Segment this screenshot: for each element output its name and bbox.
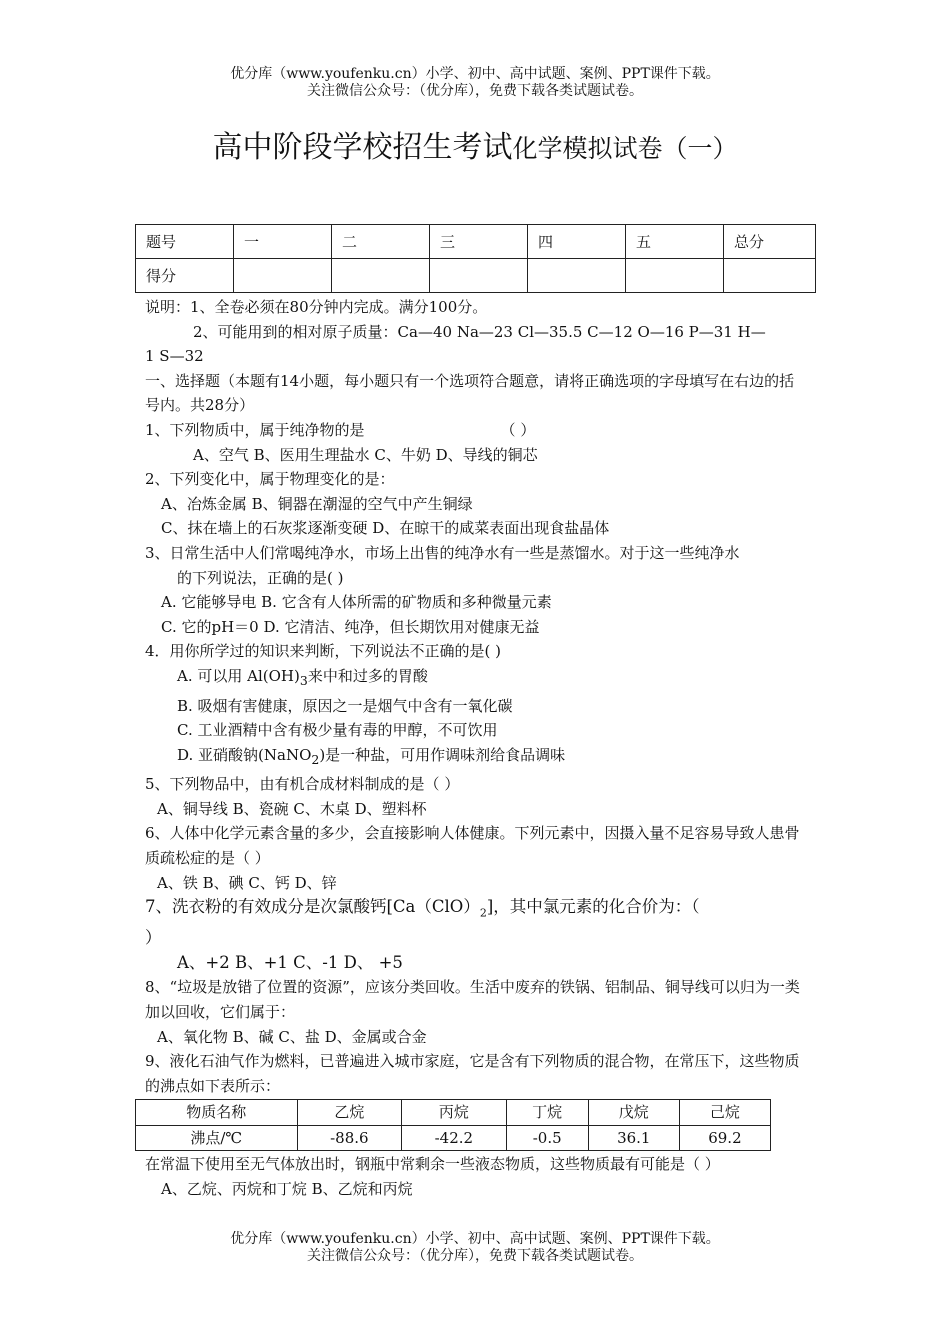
exam-body xyxy=(145,295,807,1202)
bp-cell: -42.2 xyxy=(402,1125,507,1151)
q4-a-text: A. 可以用 Al(OH) xyxy=(177,666,300,685)
score-input-cell[interactable] xyxy=(724,259,816,293)
score-table xyxy=(135,224,816,293)
score-table-header-row xyxy=(136,225,816,259)
question-2-options-cd: C、抹在墙上的石灰浆逐渐变硬 D、在晾干的咸菜表面出现食盐晶体 xyxy=(161,519,610,538)
question-4-option-c: C. 工业酒精中含有极少量有毒的甲醇，不可饮用 xyxy=(177,721,498,740)
answer-paren: （ ） xyxy=(500,420,536,439)
bp-cell: 丁烷 xyxy=(506,1100,588,1126)
question-8-options: A、氧化物 B、碱 C、盐 D、金属或合金 xyxy=(157,1027,427,1046)
score-table-score-row xyxy=(136,259,816,293)
question-1-options: A、空气 B、医用生理盐水 C、牛奶 D、导线的铜芯 xyxy=(193,445,538,464)
score-cell: 得分 xyxy=(136,259,234,293)
question-4-option-b: B. 吸烟有害健康，原因之一是烟气中含有一氧化碳 xyxy=(177,696,513,715)
bp-cell: 己烷 xyxy=(679,1100,770,1126)
bp-cell: 69.2 xyxy=(679,1125,770,1151)
question-4-option-d xyxy=(145,743,807,773)
question-6-options: A、铁 B、碘 C、钙 D、锌 xyxy=(157,873,337,892)
bp-cell: -88.6 xyxy=(297,1125,402,1151)
note-1: 说明：1、全卷必须在80分钟内完成。满分100分。 xyxy=(145,298,488,316)
score-cell: 二 xyxy=(332,225,430,259)
footer-line-2: 关注微信公众号：（优分库），免费下载各类试题试卷。 xyxy=(307,1248,643,1264)
header-line-2: 关注微信公众号：（优分库），免费下载各类试题试卷。 xyxy=(307,83,643,99)
bp-cell: 36.1 xyxy=(588,1125,679,1151)
q4-a-text-end: 来中和过多的胃酸 xyxy=(307,666,428,685)
question-1-stem xyxy=(145,418,807,443)
question-3-stem-cont: 的下列说法，正确的是( ) xyxy=(177,568,344,587)
question-2-options-ab: A、冶炼金属 B、铜器在潮湿的空气中产生铜绿 xyxy=(161,494,473,513)
score-cell: 题号 xyxy=(136,225,234,259)
question-7-stem xyxy=(145,895,807,926)
question-6-stem: 6、人体中化学元素含量的多少，会直接影响人体健康。下列元素中，因摄入量不足容易导致人患骨质疏松症的是（ ） xyxy=(145,824,800,868)
question-5-stem: 5、下列物品中，由有机合成材料制成的是（ ） xyxy=(145,775,460,794)
question-8-stem: 8、“垃圾是放错了位置的资源”，应该分类回收。生活中废弃的铁锅、铝制品、铜导线可以归为一类加以回收，它们属于： xyxy=(145,978,800,1021)
score-input-cell[interactable] xyxy=(332,259,430,293)
q7-text-end: ]，其中氯元素的化合价为：（ xyxy=(486,897,700,917)
score-input-cell[interactable] xyxy=(528,259,626,293)
section-1-heading: 一、选择题（本题有14小题，每小题只有一个选项符合题意，请将正确选项的字母填写在右边的括号内。共28分） xyxy=(145,371,795,415)
page-footer xyxy=(0,1231,950,1265)
boiling-point-table xyxy=(135,1099,771,1151)
question-7-options: A、+2 B、+1 C、-1 D、 +5 xyxy=(177,952,403,972)
q4-d-text: D. 亚硝酸钠(NaNO xyxy=(177,745,312,764)
bp-cell: 丙烷 xyxy=(402,1100,507,1126)
footer-line-1: 优分库（www.youfenku.cn）小学、初中、高中试题、案例、PPT课件下载。 xyxy=(230,1231,720,1247)
bp-value-row xyxy=(136,1125,771,1151)
page-title xyxy=(0,128,950,169)
bp-cell: 戊烷 xyxy=(588,1100,679,1126)
question-9-stem: 9、液化石油气作为燃料，已普遍进入城市家庭，它是含有下列物质的混合物，在常压下，这些物质的沸点如下表所示： xyxy=(145,1052,800,1095)
title-sub: 化学模拟试卷（一） xyxy=(512,134,738,163)
question-3-options-cd: C. 它的pH＝0 D. 它清洁、纯净，但长期饮用对健康无益 xyxy=(161,617,540,636)
bp-cell: 沸点/℃ xyxy=(136,1125,298,1151)
question-7-stem-end: ） xyxy=(145,928,162,948)
score-cell: 一 xyxy=(234,225,332,259)
question-3-options-ab: A. 它能够导电 B. 它含有人体所需的矿物质和多种微量元素 xyxy=(161,593,552,612)
note-2-cont: 1 S—32 xyxy=(145,347,204,366)
note-2: 2、可能用到的相对原子质量：Ca—40 Na—23 Cl—35.5 C—12 O—16 P—31 H— xyxy=(193,322,766,341)
question-4-stem: 4．用你所学过的知识来判断，下列说法不正确的是( ) xyxy=(145,642,502,661)
header-line-1: 优分库（www.youfenku.cn）小学、初中、高中试题、案例、PPT课件下载。 xyxy=(230,66,720,82)
q1-text: 1、下列物质中，属于纯净物的是 xyxy=(145,420,365,439)
bp-cell: 乙烷 xyxy=(297,1100,402,1126)
score-input-cell[interactable] xyxy=(234,259,332,293)
score-cell: 三 xyxy=(430,225,528,259)
q4-d-text-end: )是一种盐，可用作调味剂给食品调味 xyxy=(319,745,566,764)
q4-a-sub: 3 xyxy=(299,672,308,688)
bp-header-row xyxy=(136,1100,771,1126)
score-cell: 四 xyxy=(528,225,626,259)
question-9-options: A、乙烷、丙烷和丁烷 B、乙烷和丙烷 xyxy=(161,1180,413,1199)
q7-text: 7、洗衣粉的有效成分是次氯酸钙[Ca（ClO） xyxy=(145,897,480,917)
q4-d-sub: 2 xyxy=(311,751,320,767)
q7-sub: 2 xyxy=(479,906,487,920)
score-cell: 总分 xyxy=(724,225,816,259)
question-5-options: A、铜导线 B、瓷碗 C、木桌 D、塑料杯 xyxy=(157,799,427,818)
title-main: 高中阶段学校招生考试 xyxy=(212,130,513,165)
bp-cell: 物质名称 xyxy=(136,1100,298,1126)
question-4-option-a xyxy=(145,664,807,694)
bp-cell: -0.5 xyxy=(506,1125,588,1151)
page-header xyxy=(0,66,950,100)
score-cell: 五 xyxy=(626,225,724,259)
question-9-after: 在常温下使用至无气体放出时，钢瓶中常剩余一些液态物质，这些物质最有可能是（ ） xyxy=(145,1155,720,1174)
score-input-cell[interactable] xyxy=(626,259,724,293)
score-input-cell[interactable] xyxy=(430,259,528,293)
question-2-stem: 2、下列变化中，属于物理变化的是： xyxy=(145,470,395,489)
question-3-stem: 3、日常生活中人们常喝纯净水，市场上出售的纯净水有一些是蒸馏水。对于这一些纯净水 xyxy=(145,543,740,562)
